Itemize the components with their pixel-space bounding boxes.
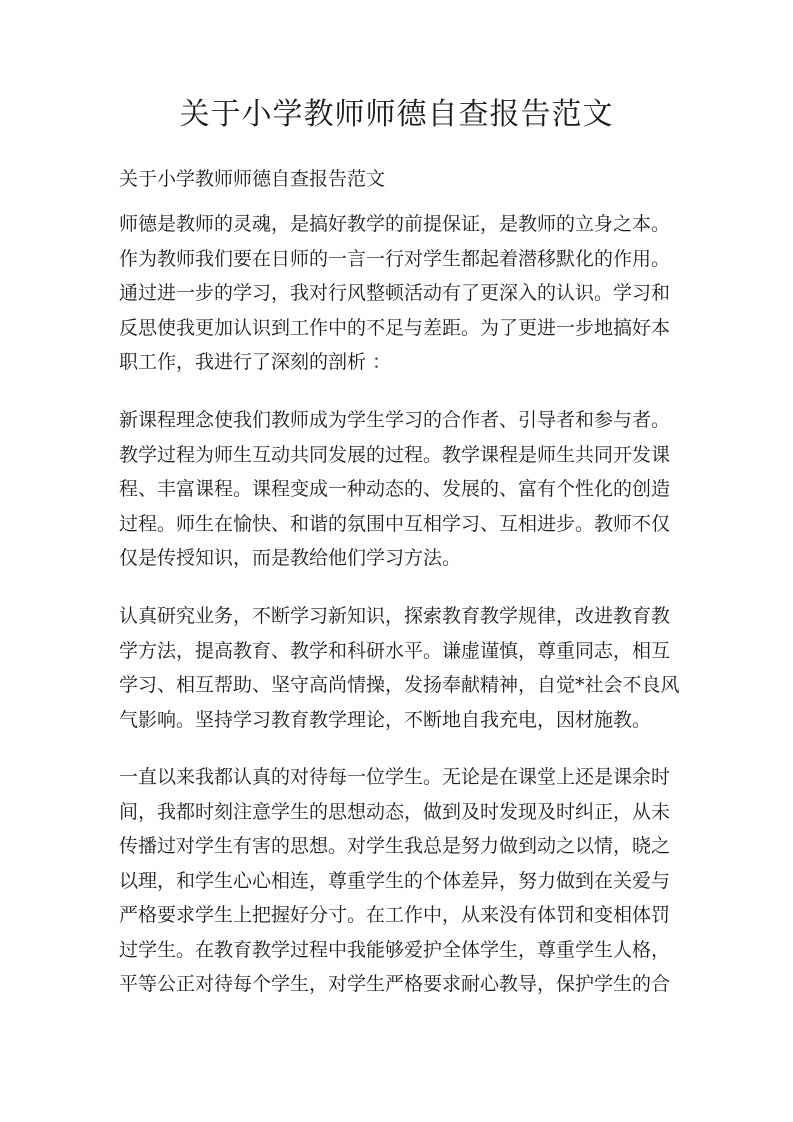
- paragraph-line: 间，我都时刻注意学生的思想动态，做到及时发现及时纠正，从未: [119, 800, 671, 823]
- paragraph-line: 仅是传授知识，而是教给他们学习方法。: [119, 547, 462, 569]
- paragraph-line: 反思使我更加认识到工作中的不足与差距。为了更进一步地搞好本: [119, 316, 671, 339]
- paragraph-3: [119, 599, 685, 737]
- paragraph-2: [119, 403, 685, 576]
- paragraph-line: 通过进一步的学习，我对行风整顿活动有了更深入的认识。学习和: [119, 282, 671, 304]
- paragraph-line: 程、丰富课程。课程变成一种动态的、发展的、富有个性化的创造: [119, 478, 671, 500]
- paragraph-line: 传播过对学生有害的思想。对学生我总是努力做到动之以情，晓之: [119, 835, 671, 857]
- paragraph-line: 过程。师生在愉快、和谐的氛围中互相学习、互相进步。教师不仅: [119, 512, 671, 535]
- paragraph-line: 一直以来我都认真的对待每一位学生。无论是在课堂上还是课余时: [119, 766, 671, 788]
- paragraph-line: 学习、相互帮助、坚守高尚情操，发扬奉献精神，自觉*社会不良风: [119, 674, 680, 696]
- paragraph-1: [119, 207, 685, 380]
- paragraph-line: 学方法，提高教育、教学和科研水平。谦虚谨慎，尊重同志，相互: [119, 639, 671, 662]
- document-subtitle: 关于小学教师师德自查报告范文: [119, 168, 386, 190]
- paragraph-line: 严格要求学生上把握好分寸。在工作中，从来没有体罚和变相体罚: [119, 904, 671, 926]
- paragraph-line: 认真研究业务，不断学习新知识，探索教育教学规律，改进教育教: [119, 605, 671, 627]
- paragraph-line: 师德是教师的灵魂，是搞好教学的前提保证，是教师的立身之本。: [119, 213, 671, 235]
- document-title: 关于小学教师师德自查报告范文: [179, 97, 614, 132]
- paragraph-line: 以理，和学生心心相连，尊重学生的个体差异，努力做到在关爱与: [119, 869, 671, 892]
- paragraph-line: 教学过程为师生互动共同发展的过程。教学课程是师生共同开发课: [119, 443, 671, 466]
- paragraph-line: 过学生。在教育教学过程中我能够爱护全体学生，尊重学生人格，: [119, 938, 671, 961]
- paragraph-line: 新课程理念使我们教师成为学生学习的合作者、引导者和参与者。: [119, 409, 671, 431]
- paragraph-line: 作为教师我们要在日师的一言一行对学生都起着潜移默化的作用。: [119, 247, 671, 270]
- paragraph-line: 职工作，我进行了深刻的剖析 ：: [119, 351, 392, 373]
- paragraph-line: 气影响。坚持学习教育教学理论，不断地自我充电，因材施教。: [119, 708, 652, 731]
- paragraph-4: [119, 760, 685, 1002]
- paragraph-line: 平等公正对待每个学生，对学生严格要求耐心教导，保护学生的合: [119, 973, 671, 995]
